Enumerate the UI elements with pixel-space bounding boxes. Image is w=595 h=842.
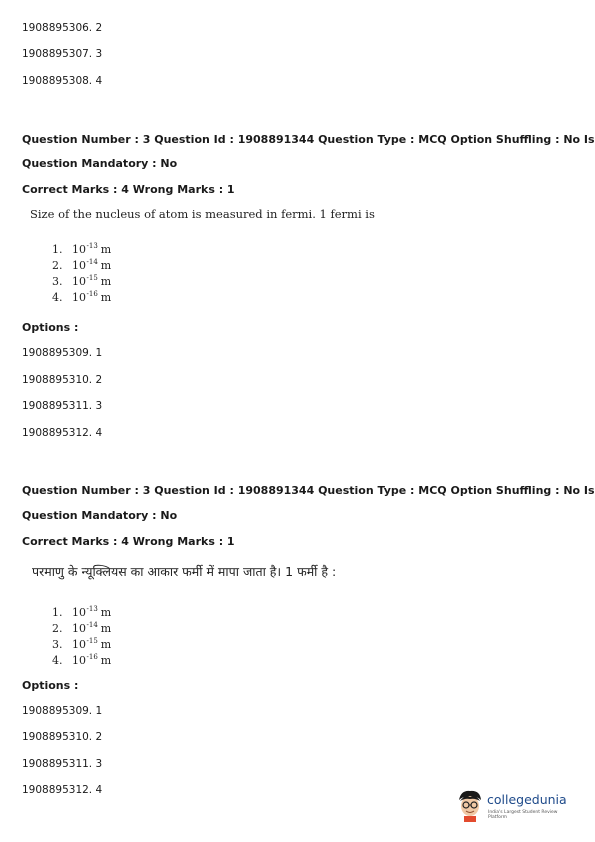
option-id-line: 1908895309. 1 — [22, 705, 103, 717]
answer-choice-list — [52, 238, 111, 302]
question-mandatory: Question Mandatory : No — [22, 157, 178, 170]
option-id-line: 1908895307. 3 — [22, 48, 103, 60]
answer-choice: 2. $10^{-14}$ m — [52, 621, 112, 635]
question-marks: Correct Marks : 4 Wrong Marks : 1 — [22, 183, 235, 196]
options-label: Options : — [22, 679, 79, 692]
answer-choice: 3. $10^{-15}$ m — [52, 274, 112, 288]
option-id-line: 1908895311. 3 — [22, 400, 103, 412]
option-id-line: 1908895312. 4 — [22, 427, 103, 439]
answer-choice: 1. $10^{-13}$ m — [52, 605, 112, 619]
answer-choice: 4. $10^{-16}$ m — [52, 653, 112, 667]
question-text-hindi: परमाणु के न्यूक्लियस का आकार फर्मी में मापा जाता है। 1 फर्मी है : — [32, 564, 337, 579]
answer-choice: 2. $10^{-14}$ m — [52, 258, 112, 272]
option-id-line: 1908895309. 1 — [22, 347, 103, 359]
answer-choice: 4. $10^{-16}$ m — [52, 290, 112, 304]
answer-choice-list — [52, 601, 111, 665]
student-mascot-icon — [455, 788, 485, 822]
option-id-line: 1908895311. 3 — [22, 758, 103, 770]
option-id-line: 1908895312. 4 — [22, 784, 103, 796]
option-id-line: 1908895310. 2 — [22, 731, 103, 743]
logo-tagline: India's Largest Student Review Platform — [488, 810, 558, 820]
collegedunia-logo — [455, 786, 575, 826]
question-mandatory: Question Mandatory : No — [22, 509, 178, 522]
question-marks: Correct Marks : 4 Wrong Marks : 1 — [22, 535, 235, 548]
question-header: Question Number : 3 Question Id : 1908891344 Question Type : MCQ Option Shuffling : No Is — [22, 133, 595, 146]
answer-choice: 1. $10^{-13}$ m — [52, 242, 112, 256]
option-id-line: 1908895308. 4 — [22, 75, 103, 87]
option-id-line: 1908895306. 2 — [22, 22, 103, 34]
answer-choice: 3. $10^{-15}$ m — [52, 637, 112, 651]
option-id-line: 1908895310. 2 — [22, 374, 103, 386]
options-label: Options : — [22, 321, 79, 334]
logo-name: collegedunia — [487, 792, 567, 807]
question-text: Size of the nucleus of atom is measured in fermi. 1 fermi is — [30, 207, 375, 221]
question-header: Question Number : 3 Question Id : 1908891344 Question Type : MCQ Option Shuffling : No Is — [22, 484, 595, 497]
